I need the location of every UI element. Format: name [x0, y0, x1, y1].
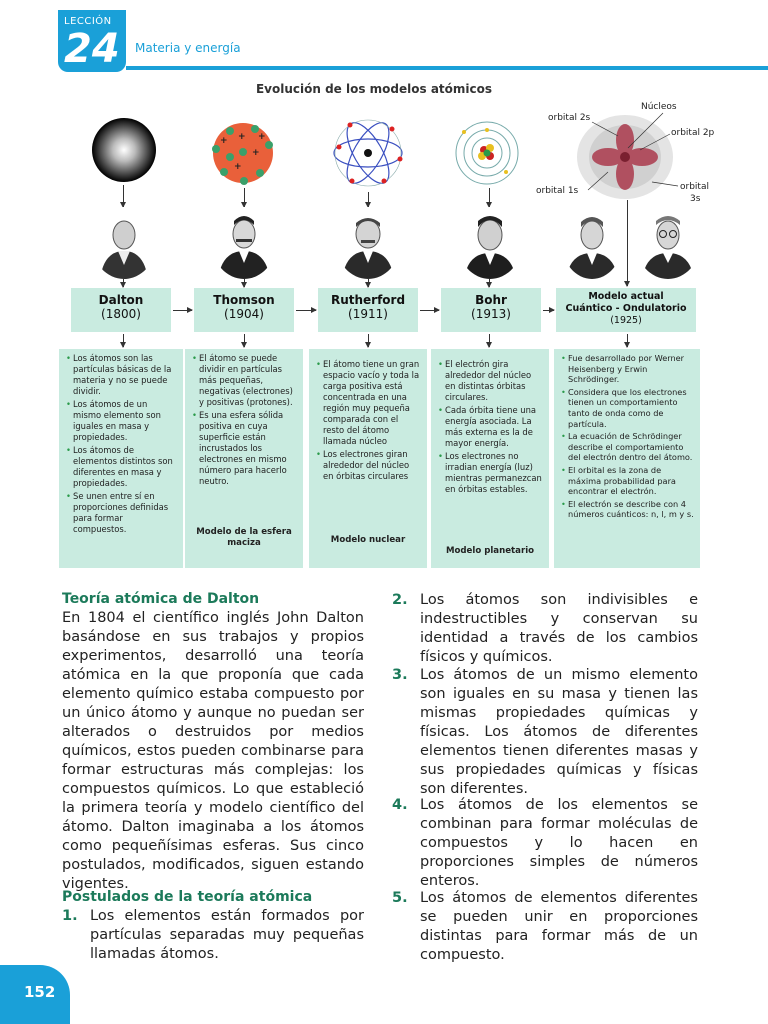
quantum-bullet: • Fue desarrollado por Werner Heisenberg y Erwin Schrödinger. — [561, 353, 695, 385]
svg-text:+: + — [238, 132, 246, 142]
quantum-name-2: Cuántico - Ondulatorio — [565, 303, 687, 314]
rutherford-caption: Modelo nuclear — [330, 535, 406, 545]
bohr-portrait — [458, 207, 522, 279]
bohr-bullet: • Cada órbita tiene una energía asociada. La más externa es la de mayor energía. — [438, 405, 544, 449]
arrow-rutherford-3 — [368, 334, 369, 347]
quantum-box — [556, 288, 696, 332]
postulate-text: Los átomos de un mismo elemento son iguales en su masa y tienen las mismas propiedades químicas y físicas. Los átomos de diferentes elementos tienen diferentes masas y sus propiedades químicas y físicas son diferentes. — [420, 667, 698, 797]
bohr-caption: Modelo planetario — [445, 546, 535, 556]
postulate-text: Los átomos de elementos diferentes se pueden unir en proporciones distintas para formar más de un compuesto. — [420, 890, 698, 963]
arrow-dalton-3 — [123, 334, 124, 347]
arrow-h-4 — [543, 310, 554, 311]
label-orbital-1s: orbital 1s — [536, 186, 579, 196]
dalton-bullet: • Los átomos de un mismo elemento son iguales en masa y propiedades. — [66, 399, 178, 443]
rutherford-bullet: • El átomo tiene un gran espacio vacío y toda la carga positiva está concentrada en una región muy pequeña comparada con el resto del átomo llamada núcleo — [316, 359, 422, 447]
bohr-model-image — [454, 120, 520, 186]
quantum-year: (1925) — [610, 315, 642, 326]
postulate-item — [392, 666, 698, 799]
lesson-label: LECCIÓN — [64, 16, 112, 27]
quantum-name: Modelo actual — [588, 291, 664, 302]
bohr-box — [441, 288, 541, 332]
rutherford-model-image — [330, 115, 406, 191]
dalton-sphere-image — [91, 117, 157, 183]
svg-text:+: + — [252, 148, 260, 158]
rutherford-bullet: • Los electrones giran alrededor del núcleo en órbitas circulares — [316, 449, 422, 482]
postulate-item — [62, 907, 364, 964]
postulate-number: 5. — [392, 890, 408, 906]
svg-text:+: + — [220, 136, 228, 146]
rutherford-description — [309, 349, 427, 568]
quantum-bullet: • Considera que los electrones tienen un comportamiento tanto de onda como de partícula. — [561, 387, 695, 429]
bohr-description — [431, 349, 549, 568]
header-rule — [126, 66, 768, 70]
label-orbital-2s: orbital 2s — [548, 113, 591, 123]
label-orbital-2p: orbital 2p — [671, 128, 715, 138]
svg-text:+: + — [234, 162, 242, 172]
bohr-bullet: • El electrón gira alrededor del núcleo en distintas órbitas circulares. — [438, 359, 544, 403]
svg-text:+: + — [258, 132, 266, 142]
postulate-number: 4. — [392, 797, 408, 813]
arrow-quantum-3 — [627, 334, 628, 347]
thomson-model-image — [208, 117, 278, 187]
postulates-heading: Postulados de la teoría atómica — [62, 889, 313, 905]
label-orbital-3s-a: orbital — [680, 182, 709, 192]
arrow-dalton-1 — [123, 185, 124, 207]
orbital-pointer-lines — [560, 110, 700, 200]
postulate-text: Los átomos de los elementos se combinan para formar moléculas de compuestos y lo hacen en proporciones simples de números enteros. — [420, 797, 698, 889]
bohr-bullet: • Los electrones no irradian energía (luz) mientras permanezcan en órbitas estables. — [438, 451, 544, 495]
dalton-theory-text: En 1804 el científico inglés John Dalton basándose en sus trabajos y propios experimentos, desarrolló una teoría atómica en la que proponía que cada elemento químico estaba compuesto por un único átomo y aunque no puedan ser alterados o destruidos por medios químicos, estos pueden combinarse para formar estructuras más complejas: los compuestos químicos. Lo que estableció la primera teoría y modelo científico del átomo. Dalton imaginaba a los átomos como pequeñísimas esferas. Sus cinco postulados, modificados, siguen estando vigentes. — [62, 610, 364, 892]
rutherford-name: Rutherford — [330, 293, 406, 307]
arrow-quantum-1 — [627, 200, 628, 286]
quantum-bullet: • El orbital es la zona de máxima probabilidad para encontrar el electrón. — [561, 465, 695, 497]
arrow-h-3 — [420, 310, 439, 311]
postulate-number: 3. — [392, 667, 408, 683]
thomson-year: (1904) — [224, 307, 264, 321]
rutherford-portrait — [336, 207, 400, 279]
postulate-item — [392, 889, 698, 965]
arrow-rutherford-2 — [368, 279, 369, 287]
postulate-text: Los átomos son indivisibles e indestructibles y conservan su identidad a través de los cambios físicos y químicos. — [420, 592, 698, 665]
arrow-bohr-3 — [489, 334, 490, 347]
dalton-theory-heading: Teoría atómica de Dalton — [62, 591, 260, 607]
bohr-name: Bohr — [475, 293, 507, 307]
postulate-number: 1. — [62, 908, 78, 924]
postulate-item — [392, 591, 698, 667]
label-nucleos: Núcleos — [641, 102, 677, 112]
dalton-year: (1800) — [101, 307, 141, 321]
label-orbital-3s-b: 3s — [690, 194, 701, 204]
lesson-number: 24 — [64, 26, 120, 72]
arrow-rutherford-1 — [368, 192, 369, 207]
page-number: 152 — [24, 983, 56, 1001]
lesson-badge — [58, 10, 126, 72]
rutherford-year: (1911) — [348, 307, 388, 321]
postulate-number: 2. — [392, 592, 408, 608]
dalton-box — [71, 288, 171, 332]
quantum-description — [554, 349, 700, 568]
thomson-bullet: • Es una esfera sólida positiva en cuya superficie están incrustados los electrones en mismo número para hacerlo neutro. — [192, 410, 298, 487]
subject-title: Materia y energía — [135, 41, 241, 55]
arrow-thomson-1 — [244, 188, 245, 207]
dalton-name: Dalton — [98, 293, 144, 307]
arrow-thomson-3 — [244, 334, 245, 347]
arrow-dalton-2 — [123, 279, 124, 287]
arrow-thomson-2 — [244, 279, 245, 287]
bohr-year: (1913) — [471, 307, 511, 321]
arrow-bohr-2 — [489, 279, 490, 287]
thomson-bullet: • El átomo se puede dividir en partículas más pequeñas, negativas (electrones) y positivas (protones). — [192, 353, 298, 408]
dalton-description — [59, 349, 183, 568]
dalton-bullet: • Los átomos de elementos distintos son diferentes en masa y propiedades. — [66, 445, 178, 489]
dalton-portrait — [92, 207, 156, 279]
schrodinger-portrait — [636, 207, 700, 279]
thomson-caption: Modelo de la esfera maciza — [196, 527, 292, 548]
postulate-text: Los elementos están formados por partículas separadas muy pequeñas llamadas átomos. — [90, 908, 364, 962]
thomson-box — [194, 288, 294, 332]
thomson-description — [185, 349, 303, 568]
postulate-item — [392, 796, 698, 891]
thomson-name: Thomson — [213, 293, 275, 307]
diagram-title: Evolución de los modelos atómicos — [255, 82, 493, 96]
arrow-bohr-1 — [489, 188, 490, 207]
rutherford-box — [318, 288, 418, 332]
thomson-portrait — [212, 207, 276, 279]
quantum-bullet: • La ecuación de Schrödinger describe el comportamiento del electrón dentro del átomo. — [561, 431, 695, 463]
page-number-tab — [0, 965, 70, 1024]
arrow-h-2 — [296, 310, 316, 311]
dalton-bullet: • Se unen entre sí en proporciones definidas para formar compuestos. — [66, 491, 178, 535]
dalton-bullet: • Los átomos son las partículas básicas de la materia y no se puede dividir. — [66, 353, 178, 397]
quantum-bullet: • El electrón se describe con 4 números cuánticos: n, l, m y s. — [561, 499, 695, 520]
heisenberg-portrait — [562, 207, 622, 279]
arrow-h-1 — [173, 310, 192, 311]
